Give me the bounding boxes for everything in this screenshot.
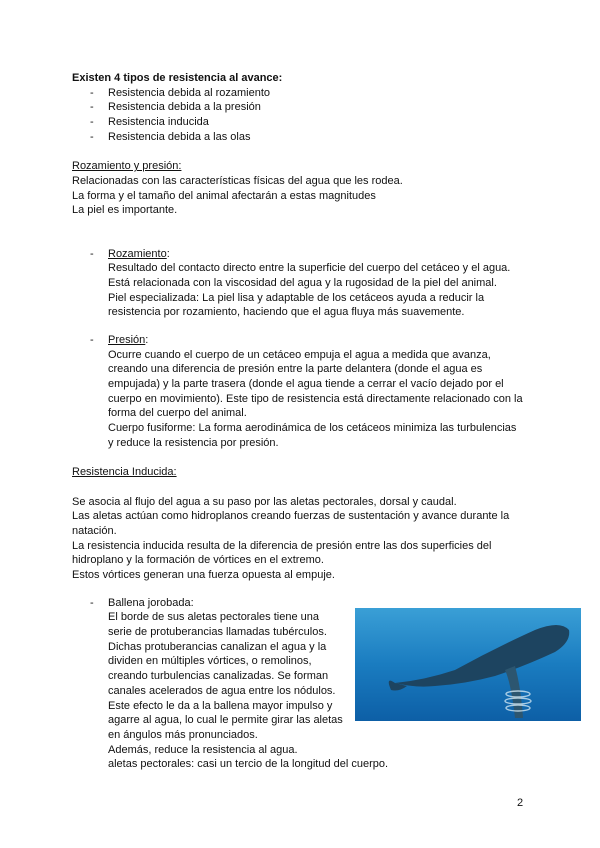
- bullet-dash: -: [90, 596, 94, 609]
- paragraph-line: Además, reduce la resistencia al agua.: [108, 743, 298, 756]
- paragraph-line: Cuerpo fusiforme: La forma aerodinámica de los cetáceos minimiza las turbulencias: [108, 422, 517, 435]
- bullet-dash: -: [90, 101, 94, 114]
- page-number: 2: [517, 797, 524, 809]
- humpback-whale-image: [355, 608, 581, 721]
- colon: :: [166, 247, 170, 260]
- paragraph-line: Ocurre cuando el cuerpo de un cetáceo empuja el agua a medida que avanza,: [108, 348, 491, 361]
- subheading-rozamiento: [72, 247, 542, 262]
- subheading-label: Presión: [108, 334, 146, 346]
- paragraph-line: Está relacionada con la viscosidad del agua y la rugosidad de la piel del animal.: [108, 276, 497, 289]
- paragraph-line: Dichas protuberancias canalizan el agua y la: [108, 640, 327, 653]
- paragraph-line: aletas pectorales: casi un tercio de la longitud del cuerpo.: [108, 758, 389, 771]
- paragraph-line: y reduce la resistencia por presión.: [108, 436, 279, 449]
- list-item: [72, 115, 542, 130]
- list-item-text: Resistencia debida al rozamiento: [108, 86, 271, 99]
- paragraph-line: Resultado del contacto directo entre la superficie del cuerpo del cetáceo y el agua.: [108, 262, 511, 275]
- paragraph-line: serie de protuberancias llamadas tubérculos.: [108, 626, 327, 639]
- bullet-dash: -: [90, 116, 94, 129]
- paragraph-line: dividen en múltiples vórtices, o remolinos,: [108, 655, 312, 668]
- paragraph-line: Se asocia al flujo del agua a su paso por las aletas pectorales, dorsal y caudal.: [72, 495, 457, 508]
- paragraph-line: en ángulos más pronunciados.: [108, 728, 258, 741]
- paragraph-line: La resistencia inducida resulta de la diferencia de presión entre las dos superficies del: [72, 539, 492, 552]
- heading-rozamiento-presion: Rozamiento y presión:: [72, 160, 182, 173]
- paragraph-line: Este efecto le da a la ballena mayor impulso y: [108, 699, 333, 712]
- subheading-label: Rozamiento: [108, 247, 167, 260]
- paragraph-line: Estos vórtices generan una fuerza opuesta al empuje.: [72, 569, 335, 581]
- paragraph-line: agarre al agua, lo cual le permite girar las aletas: [108, 714, 343, 727]
- list-item: [72, 86, 542, 101]
- list-item-text: Resistencia inducida: [108, 116, 209, 129]
- list-item-text: Resistencia debida a la presión: [108, 101, 261, 114]
- paragraph-line: Piel especializada: La piel lisa y adaptable de los cetáceos ayuda a reducir la: [108, 291, 485, 304]
- paragraph-line: canales acelerados de agua entre los nódulos.: [108, 684, 336, 697]
- paragraph-line: empujada) y la parte trasera (donde el agua tiende a cerrar el vacío dejado por el: [108, 378, 504, 391]
- heading-resistencia-inducida: Resistencia Inducida:: [72, 466, 177, 479]
- paragraph-line: El borde de sus aletas pectorales tiene una: [108, 611, 319, 624]
- paragraph-line: cuerpo en movimiento). Este tipo de resistencia está directamente relacionado con la: [108, 392, 523, 405]
- list-item: [72, 100, 542, 115]
- paragraph-line: natación.: [72, 524, 117, 537]
- bullet-dash: -: [90, 247, 94, 260]
- paragraph-line: forma del cuerpo del animal.: [108, 407, 247, 420]
- bullet-dash: -: [90, 334, 94, 346]
- paragraph-line: hidroplano y la formación de vórtices en el extremo.: [72, 554, 324, 567]
- paragraph-line: creando turbulencias canalizadas. Se forman: [108, 670, 329, 683]
- section-title: Existen 4 tipos de resistencia al avance:: [72, 72, 283, 84]
- subheading-label: Ballena jorobada:: [108, 596, 194, 609]
- list-item: [72, 130, 542, 145]
- bullet-dash: -: [90, 130, 94, 143]
- paragraph-line: La piel es importante.: [72, 204, 178, 217]
- paragraph-line: Las aletas actúan como hidroplanos creando fuerzas de sustentación y avance durante la: [72, 510, 510, 523]
- subheading-presion: [72, 333, 542, 348]
- paragraph-line: resistencia por rozamiento, haciendo que el agua fluya más suavemente.: [108, 306, 465, 319]
- bullet-dash: -: [90, 86, 94, 99]
- paragraph-line: creando una diferencia de presión entre la parte delantera (donde el agua es: [108, 363, 483, 376]
- paragraph-line: La forma y el tamaño del animal afectarán a estas magnitudes: [72, 189, 376, 202]
- list-item-text: Resistencia debida a las olas: [108, 130, 251, 143]
- colon: :: [145, 334, 149, 346]
- paragraph-line: Relacionadas con las características físicas del agua que les rodea.: [72, 174, 403, 187]
